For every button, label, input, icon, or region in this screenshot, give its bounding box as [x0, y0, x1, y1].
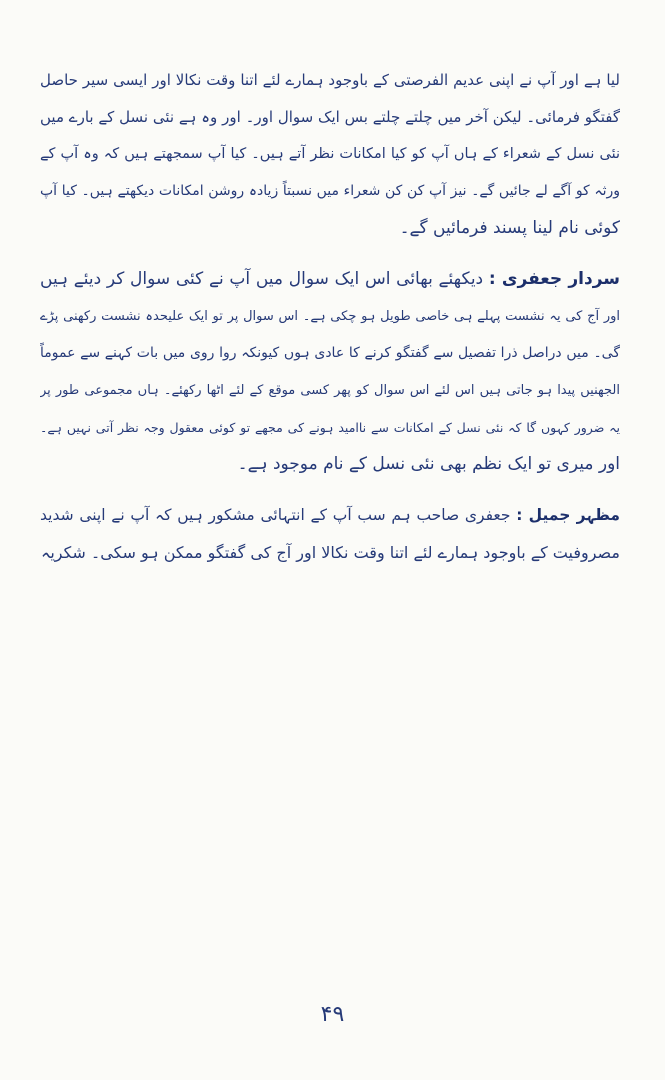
page-number: ۴۹	[320, 1002, 345, 1027]
text-line: الجھنیں پیدا ہو جاتی ہیں اس لئے اس سوال کو پھر کسی موقع کے لئے اٹھا رکھئے۔ ہاں مجموعی طور پر	[40, 383, 620, 398]
speaker-name: سردار جعفری :	[488, 269, 620, 289]
speaker-name: مظہر جمیل :	[516, 506, 620, 524]
speaker-text: دیکھئے بھائی اس ایک سوال میں آپ نے کئی سوال کر دیئے ہیں	[40, 269, 484, 289]
text-line: اور آج کی یہ نشست پہلے ہی خاصی طویل ہو چکی ہے۔ اس سوال پر تو ایک علیحدہ نشست رکھنی پڑے	[40, 309, 620, 324]
text-line: گی۔ میں دراصل ذرا تفصیل سے گفتگو کرنے کا عادی ہوں کیونکہ روا روی میں بات کہنے سے عموماً	[40, 345, 620, 361]
speaker-text: جعفری صاحب ہم سب آپ کے انتہائی مشکور ہیں کہ آپ نے اپنی شدید	[40, 506, 511, 524]
question-paragraph	[40, 62, 620, 247]
text-line: یہ ضرور کہوں گا کہ نئی نسل کے امکانات سے ناامید ہونے کی مجھے تو کوئی معقول وجہ نظر آتی نہیں ہے۔	[40, 420, 620, 435]
text-line: گفتگو فرمائی۔ لیکن آخر میں چلتے چلتے بس ایک سوال اور۔ اور وہ ہے نئی نسل کے بارے میں	[40, 108, 620, 126]
text-line: کوئی نام لینا پسند فرمائیں گے۔	[399, 218, 620, 238]
text-line: لیا ہے اور آپ نے اپنی عدیم الفرصتی کے باوجود ہمارے لئے اتنا وقت نکالا اور ایسی سیر حاصل	[40, 71, 620, 89]
text-line: نئی نسل کے شعراء کے ہاں آپ کو کیا امکانات نظر آتے ہیں۔ کیا آپ سمجھتے ہیں کہ وہ آپ کے	[40, 146, 620, 162]
page-text	[40, 62, 620, 571]
text-line: مصروفیت کے باوجود ہمارے لئے اتنا وقت نکالا اور آج کی گفتگو ممکن ہو سکی۔ شکریہ	[40, 543, 620, 562]
answer-paragraph	[40, 261, 620, 483]
text-line	[40, 261, 620, 298]
text-line	[40, 497, 620, 534]
closing-paragraph	[40, 497, 620, 571]
text-line: ورثہ کو آگے لے جائیں گے۔ نیز آپ کن کن شعراء میں نسبتاً زیادہ روشن امکانات دیکھتے ہیں۔ کیا آپ	[40, 183, 620, 199]
text-line: اور میری تو ایک نظم بھی نئی نسل کے نام موجود ہے۔	[237, 454, 620, 474]
